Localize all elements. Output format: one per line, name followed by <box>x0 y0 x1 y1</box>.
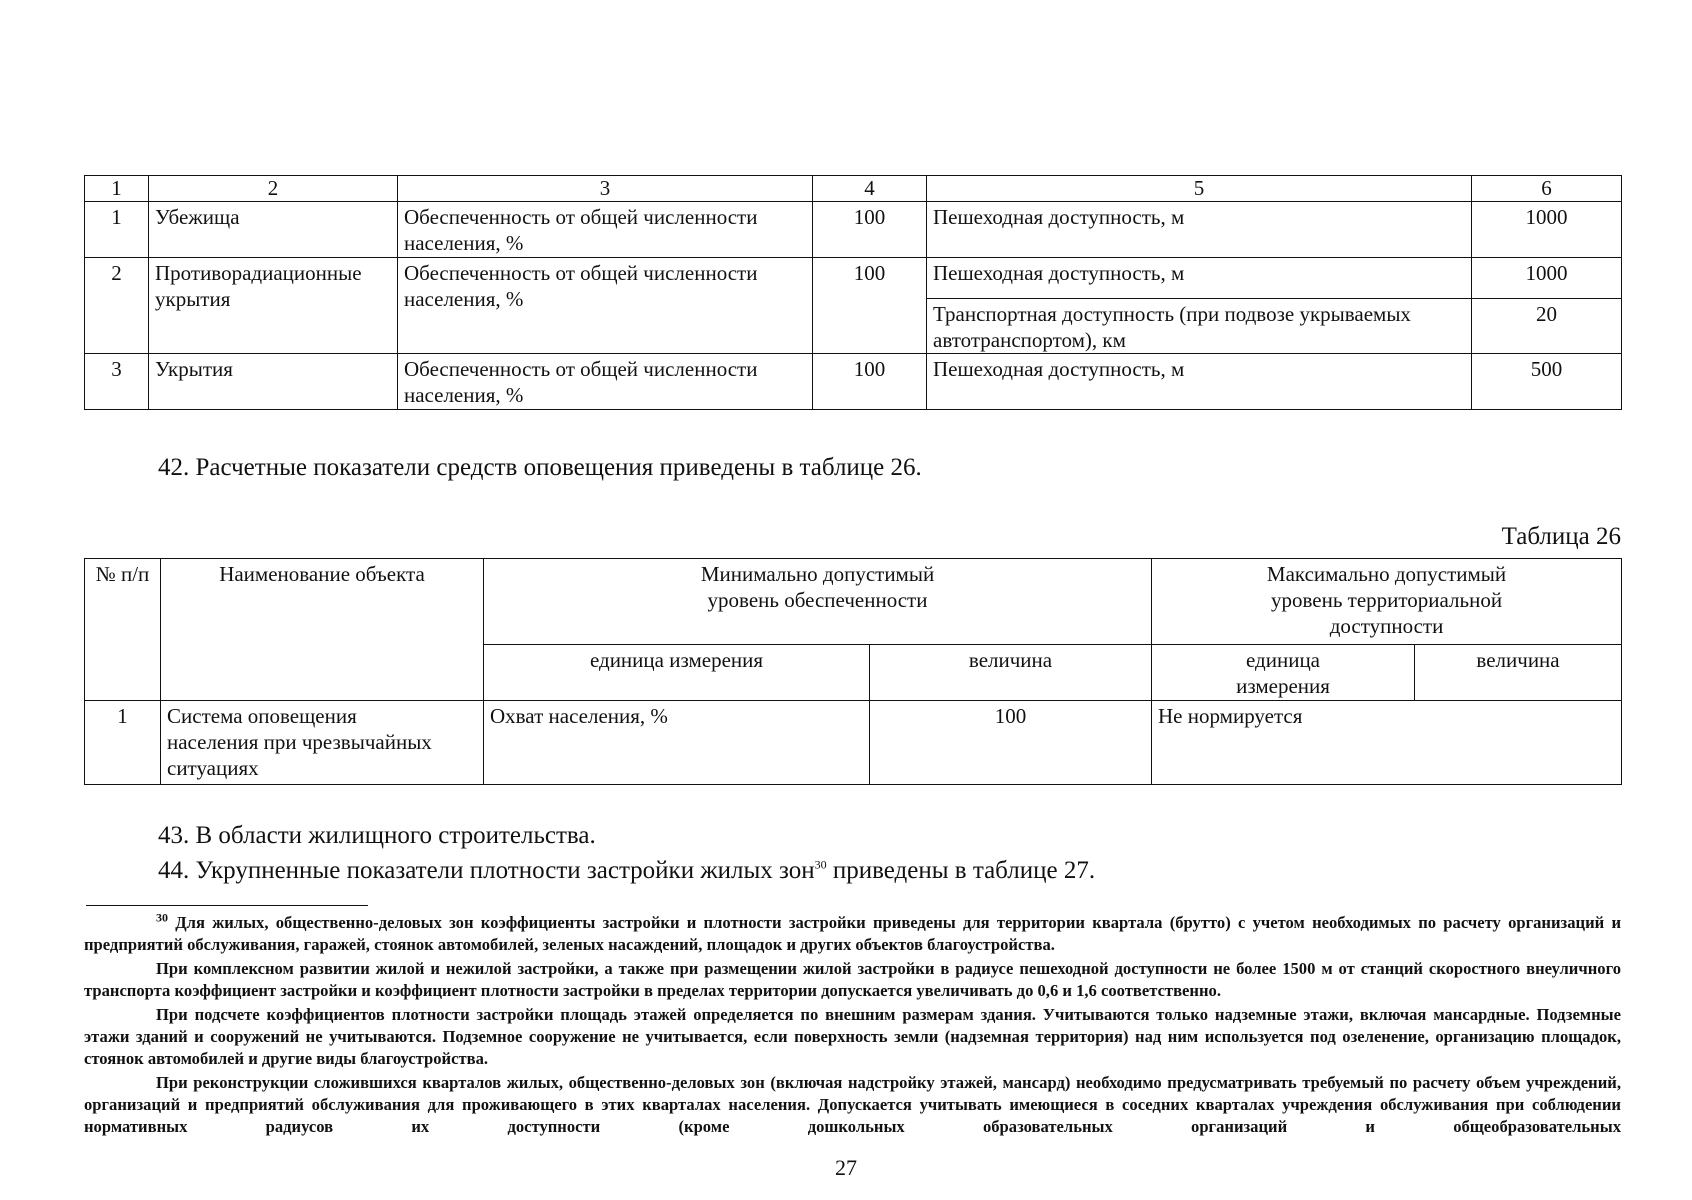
accessibility-name: Пешеходная доступность, м <box>927 202 1472 258</box>
row-number: 2 <box>85 258 149 354</box>
footnote-reference: 30 <box>814 857 827 872</box>
table-caption: Таблица 26 <box>1501 523 1621 550</box>
paragraph-44-text: 44. Укрупненные показатели плотности застройки жилых зон <box>158 857 815 884</box>
object-name: Убежища <box>149 202 398 258</box>
footnote-mark: 30 <box>156 910 168 925</box>
header-cell: 3 <box>398 176 813 202</box>
header-cell: 1 <box>85 176 149 202</box>
page-number: 27 <box>835 1155 857 1180</box>
table-row <box>85 202 1622 258</box>
footnote <box>84 912 1621 1140</box>
indicator-name: Обеспеченность от общей численности населения, % <box>398 202 813 258</box>
table-row <box>85 701 1622 785</box>
paragraph-44-end: приведены в таблице 27. <box>826 857 1096 884</box>
row-number: 1 <box>85 202 149 258</box>
value: 100 <box>870 701 1152 785</box>
accessibility-value: 20 <box>1472 299 1622 354</box>
accessibility-value: 1000 <box>1472 258 1622 299</box>
footnote-divider <box>86 905 368 906</box>
table-header-row <box>85 176 1622 202</box>
unit: Охват населения, % <box>484 701 870 785</box>
header-cell: 2 <box>149 176 398 202</box>
accessibility-name: Транспортная доступность (при подвозе укрываемых автотранспортом), км <box>927 299 1472 354</box>
object-name: Укрытия <box>149 354 398 410</box>
shelter-table <box>84 175 1622 410</box>
header-min-level: Минимально допустимый уровень обеспеченности <box>484 559 1152 645</box>
indicator-value: 100 <box>813 354 927 410</box>
header-max-level: Максимально допустимый уровень территориальной доступности <box>1152 559 1622 645</box>
footnote-paragraph: При комплексном развитии жилой и нежилой застройки, а также при размещении жилой застройки в радиусе пешеходной доступности не более 1500 м от станций скоростного внеуличного транспорта коэффициент застройки и коэффициент плотности застройки в пределах территории допускается увеличивать до 0,6 и 1,6 соответственно. <box>84 959 1621 1000</box>
accessibility-name: Пешеходная доступность, м <box>927 354 1472 410</box>
header-value: величина <box>1415 645 1622 701</box>
object-name: Система оповещения населения при чрезвычайных ситуациях <box>161 701 484 785</box>
footnote-paragraph: При подсчете коэффициентов плотности застройки площадь этажей определяется по внешним размерам здания. Учитываются только надземные этажи, включая мансардные. Подземные этажи зданий и сооружений не учитываются. Подземное сооружение не учитывается, если поверхность земли (надземная территория) над ним используется под озеленение, организацию площадок, стоянок автомобилей и другие виды благоустройства. <box>84 1005 1621 1068</box>
max-level-value: Не нормируется <box>1152 701 1622 785</box>
accessibility-value: 1000 <box>1472 202 1622 258</box>
table-row <box>85 354 1622 410</box>
row-number: 3 <box>85 354 149 410</box>
paragraph-44 <box>158 856 1095 886</box>
object-name: Противорадиационные укрытия <box>149 258 398 354</box>
header-cell: 4 <box>813 176 927 202</box>
header-cell: 5 <box>927 176 1472 202</box>
header-unit: единица измерения <box>484 645 870 701</box>
row-number: 1 <box>85 701 161 785</box>
header-value: величина <box>870 645 1152 701</box>
accessibility-value: 500 <box>1472 354 1622 410</box>
header-unit: единица измерения <box>1152 645 1415 701</box>
footnote-paragraph <box>84 912 1621 956</box>
paragraph-42: 42. Расчетные показатели средств оповещения приведены в таблице 26. <box>158 454 922 481</box>
indicator-name: Обеспеченность от общей численности населения, % <box>398 258 813 354</box>
header-cell: 6 <box>1472 176 1622 202</box>
accessibility-name: Пешеходная доступность, м <box>927 258 1472 299</box>
footnote-text: Для жилых, общественно-деловых зон коэффициенты застройки и плотности застройки приведены для территории квартала (брутто) с учетом необходимых по расчету организаций и предприятий обслуживания, гаражей, стоянок автомобилей, зеленых насаждений, площадок и других объектов благоустройства. <box>84 913 1621 954</box>
indicator-value: 100 <box>813 258 927 354</box>
footnote-paragraph: При реконструкции сложившихся кварталов жилых, общественно-деловых зон (включая надстройку этажей, мансард) необходимо предусматривать требуемый по расчету объем учреждений, организаций и предприятий обслуживания для проживающего в этих кварталах населения. Допускается учитывать имеющиеся в соседних кварталах учреждения обслуживания при соблюдении нормативных радиусов их доступности (кроме дошкольных образовательных организаций и общеобразовательных <box>84 1073 1621 1136</box>
table-row <box>85 258 1622 299</box>
header-object-name: Наименование объекта <box>161 559 484 701</box>
indicator-name: Обеспеченность от общей численности населения, % <box>398 354 813 410</box>
table-header-row <box>85 559 1622 645</box>
notification-table <box>84 558 1622 785</box>
indicator-value: 100 <box>813 202 927 258</box>
header-number: № п/п <box>85 559 161 701</box>
paragraph-43: 43. В области жилищного строительства. <box>158 822 596 849</box>
